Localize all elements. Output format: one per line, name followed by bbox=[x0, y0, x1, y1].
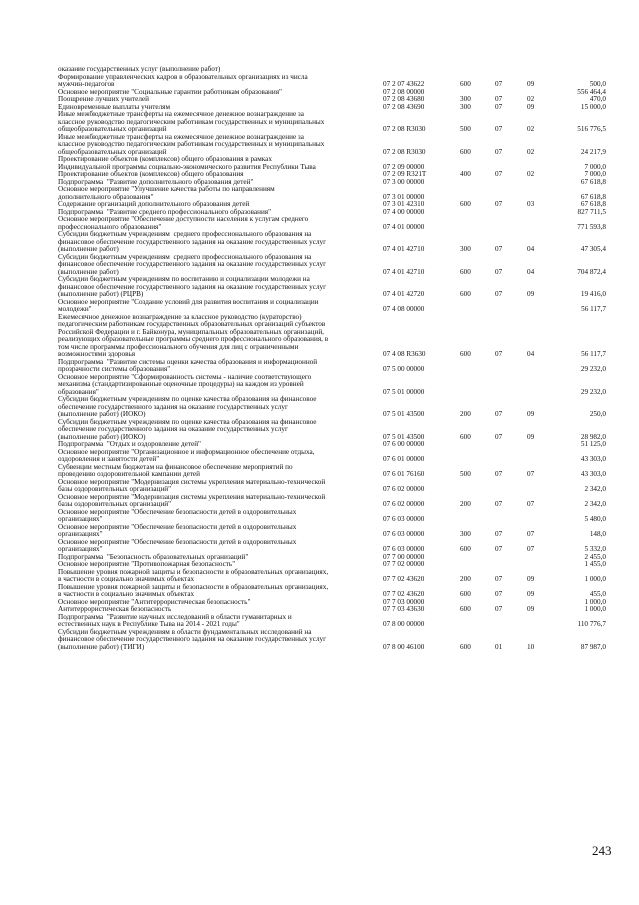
row-code: 07 4 01 00000 bbox=[383, 222, 425, 231]
row-sum: 7 000,0 bbox=[584, 162, 606, 171]
row-sum: 1 455,0 bbox=[584, 560, 606, 568]
row-sum: 110 776,7 bbox=[577, 620, 606, 628]
row-rz: 07 bbox=[495, 590, 503, 598]
row-sum: 455,0 bbox=[589, 590, 606, 598]
row-name: Субвенции местным бюджетам на финансовое обеспечение мероприятий по проведению оздоровительной кампании детей bbox=[58, 462, 293, 478]
row-code: 07 4 08 00000 bbox=[383, 305, 425, 313]
row-sum: 43 303,0 bbox=[580, 470, 606, 478]
row-code: 07 2 09 00000 bbox=[383, 162, 425, 171]
row-name: Основное мероприятие "Модернизация системы укрепления материально-технической базы оздоровительных организаций" bbox=[58, 492, 326, 508]
row-vr: 600 bbox=[460, 642, 471, 651]
row-code: 07 2 07 43622 bbox=[383, 80, 425, 88]
row-vr: 600 bbox=[460, 80, 471, 88]
row-name: Основное мероприятие "Обеспечение доступности населения к услугам среднего профессионального образования" bbox=[58, 215, 309, 231]
table-row bbox=[58, 464, 606, 479]
table-row bbox=[58, 314, 606, 359]
row-sum: 1 000,0 bbox=[584, 597, 606, 606]
row-name: Подпрограмма "Развитие среднего профессионального образования" bbox=[58, 207, 272, 216]
row-vr: 600 bbox=[460, 147, 471, 156]
row-sum: 67 618,8 bbox=[580, 200, 606, 208]
table-row bbox=[58, 419, 606, 442]
row-rz: 07 bbox=[495, 170, 503, 178]
row-code: 07 7 00 00000 bbox=[383, 552, 425, 561]
row-name: Подпрограмма "Отдых и оздоровление детей" bbox=[58, 440, 201, 448]
row-rz: 07 bbox=[495, 267, 503, 276]
row-code: 07 6 02 00000 bbox=[383, 500, 425, 508]
row-sum: 19 416,0 bbox=[580, 290, 606, 298]
table-row bbox=[58, 134, 606, 157]
row-code: 07 7 02 43620 bbox=[383, 590, 425, 598]
row-code: 07 7 02 00000 bbox=[383, 560, 425, 568]
table-row bbox=[58, 156, 606, 171]
row-pr: 07 bbox=[527, 470, 535, 478]
table-row bbox=[58, 449, 606, 464]
table-row bbox=[58, 509, 606, 524]
row-pr: 04 bbox=[527, 267, 535, 276]
row-rz: 07 bbox=[495, 125, 503, 133]
row-code: 07 6 03 00000 bbox=[383, 545, 425, 553]
table-row bbox=[58, 539, 606, 554]
row-rz: 07 bbox=[495, 102, 503, 111]
row-pr: 02 bbox=[527, 125, 535, 133]
row-code: 07 7 02 43620 bbox=[383, 575, 425, 583]
row-pr: 07 bbox=[527, 500, 535, 508]
row-sum: 556 464,4 bbox=[577, 87, 606, 96]
table-row bbox=[58, 569, 606, 584]
table-row bbox=[58, 276, 606, 299]
row-vr: 300 bbox=[460, 245, 471, 253]
row-name: Ежемесячное денежное вознаграждение за классное руководство (кураторство) педагогическим работникам государственных образовательных организаций субъектов Российской Федерации и г. Байконура, муниципальных образовательных организаций, реализующих образовательные программы среднего профессионального образования, в том числе программы профессионального обучения для лиц с ограниченными возможностями здоровья bbox=[58, 312, 329, 358]
row-rz: 07 bbox=[495, 290, 503, 298]
row-sum: 5 480,0 bbox=[584, 515, 606, 523]
row-sum: 5 332,0 bbox=[584, 545, 606, 553]
row-name: Основное мероприятие "Организационное и информационное обеспечение отдыха, оздоровления и занятости детей" bbox=[58, 447, 315, 463]
row-rz: 07 bbox=[495, 80, 503, 88]
row-rz: 07 bbox=[495, 470, 503, 478]
row-name: Повышение уровня пожарной защиты и безопасности в образовательных организациях, в частности в социально значимых объектах bbox=[58, 582, 329, 598]
row-sum: 500,0 bbox=[589, 80, 606, 88]
row-pr: 04 bbox=[527, 350, 535, 358]
row-vr: 600 bbox=[460, 350, 471, 358]
budget-table bbox=[58, 66, 606, 651]
row-rz: 07 bbox=[495, 200, 503, 208]
row-name: Основное мероприятие "Улучшение качества работы по направлениям дополнительного образования" bbox=[58, 185, 275, 201]
row-code: 07 5 01 00000 bbox=[383, 387, 425, 396]
row-rz: 07 bbox=[495, 245, 503, 253]
row-vr: 200 bbox=[460, 575, 471, 583]
table-row bbox=[58, 299, 606, 314]
row-name: Субсидии бюджетным учреждениям по оценке качества образования на финансовое обеспечение государственного задания на оказание государственных услуг (выполнение работ) (ИОКО) bbox=[58, 417, 317, 441]
row-code: 07 2 09 R321T bbox=[383, 170, 427, 178]
row-code: 07 4 01 42710 bbox=[383, 267, 425, 276]
row-name: Основное мероприятие "Социальные гарантии работникам образования" bbox=[58, 87, 282, 96]
table-row bbox=[58, 111, 606, 134]
row-name: Основное мероприятие "Обеспечение безопасности детей в оздоровительных организациях" bbox=[58, 537, 297, 553]
row-code: 07 6 01 76160 bbox=[383, 470, 425, 478]
row-pr: 09 bbox=[527, 605, 535, 613]
row-code: 07 6 03 00000 bbox=[383, 530, 425, 538]
row-name: Основное мероприятие "Создание условий для развития воспитания и социализации молодежи" bbox=[58, 297, 319, 313]
row-name: Подпрограмма "Развитие научных исследований в области гуманитарных и естественных наук в Республике Тыва на 2014 - 2021 годы" bbox=[58, 612, 292, 628]
table-row bbox=[58, 629, 606, 652]
row-pr: 09 bbox=[527, 102, 535, 111]
row-sum: 516 776,5 bbox=[577, 125, 606, 133]
row-sum: 2 455,0 bbox=[584, 552, 606, 561]
row-code: 07 2 08 00000 bbox=[383, 87, 425, 96]
row-sum: 2 342,0 bbox=[584, 500, 606, 508]
row-code: 07 5 01 43500 bbox=[383, 410, 425, 418]
row-sum: 704 872,4 bbox=[577, 267, 606, 276]
row-name: Основное мероприятие "Обеспечение безопасности детей в оздоровительных организациях" bbox=[58, 507, 297, 523]
row-vr: 300 bbox=[460, 530, 471, 538]
row-pr: 02 bbox=[527, 95, 535, 103]
row-name: Субсидии бюджетным учреждениям по воспитанию и социализации молодежи на финансовое обеспечение государственного задания на оказание государственных услуг (выполнение работ) (РЦРВ) bbox=[58, 275, 327, 298]
row-code: 07 4 01 42710 bbox=[383, 245, 425, 253]
row-sum: 43 303,0 bbox=[580, 455, 606, 463]
row-rz: 07 bbox=[495, 95, 503, 103]
row-code: 07 3 00 00000 bbox=[383, 177, 425, 186]
row-name: Подпрограмма "Развитие системы оценки качества образования и информационной прозрачности системы образования" bbox=[58, 357, 318, 373]
page-number: 243 bbox=[592, 843, 612, 858]
row-code: 07 5 01 43500 bbox=[383, 432, 425, 441]
row-code: 07 2 08 R3030 bbox=[383, 125, 426, 133]
row-sum: 29 232,0 bbox=[580, 387, 606, 396]
row-name: Субсидии бюджетным учреждениям среднего профессионального образования на финансовое обеспечение государственного задания на оказание государственных услуг (выполнение работ) bbox=[58, 230, 327, 253]
row-name: Субсидии бюджетным учреждениям в области фундаментальных исследований на финансовое обеспечение государственного задания на оказание государственных услуг (выполнение работ) (ТИГИ) bbox=[58, 627, 327, 651]
table-row bbox=[58, 216, 606, 231]
row-name: Основное мероприятие "Противопожарная безопасность" bbox=[58, 560, 236, 568]
table-row bbox=[58, 74, 606, 89]
row-sum: 250,0 bbox=[589, 410, 606, 418]
row-code: 07 8 00 00000 bbox=[383, 620, 425, 628]
row-rz: 07 bbox=[495, 350, 503, 358]
row-sum: 51 125,0 bbox=[580, 440, 606, 448]
row-rz: 07 bbox=[495, 545, 503, 553]
row-name: оказание государственных услуг (выполнение работ) bbox=[58, 65, 221, 73]
row-name: Субсидии бюджетным учреждениям по оценке качества образования на финансовое обеспечение государственного задания на оказание государственных услуг (выполнение работ) (ИОКО) bbox=[58, 395, 317, 418]
row-sum: 29 232,0 bbox=[580, 365, 606, 373]
row-pr: 02 bbox=[527, 147, 535, 156]
row-code: 07 6 01 00000 bbox=[383, 455, 425, 463]
row-sum: 148,0 bbox=[589, 530, 606, 538]
row-rz: 07 bbox=[495, 530, 503, 538]
row-pr: 04 bbox=[527, 245, 535, 253]
row-vr: 600 bbox=[460, 590, 471, 598]
table-row bbox=[58, 614, 606, 629]
row-pr: 09 bbox=[527, 80, 535, 88]
row-code: 07 5 00 00000 bbox=[383, 365, 425, 373]
row-vr: 200 bbox=[460, 500, 471, 508]
row-name: Единовременные выплаты учителям bbox=[58, 102, 171, 111]
row-vr: 600 bbox=[460, 432, 471, 441]
table-row bbox=[58, 186, 606, 201]
row-name: Основное мероприятие "Сформированность системы - наличие соответствующего механизма (стандартизированные оценочные процедуры) на каждом из уровней образования" bbox=[58, 372, 312, 396]
row-pr: 09 bbox=[527, 410, 535, 418]
row-code: 07 3 01 42310 bbox=[383, 200, 425, 208]
row-vr: 600 bbox=[460, 200, 471, 208]
row-name: Поощрение лучших учителей bbox=[58, 95, 149, 103]
row-code: 07 6 00 00000 bbox=[383, 440, 425, 448]
row-sum: 771 593,8 bbox=[577, 222, 606, 231]
table-row bbox=[58, 584, 606, 599]
table-row bbox=[58, 231, 606, 254]
table-row bbox=[58, 374, 606, 397]
row-name: Подпрограмма "Безопасность образовательных организаций" bbox=[58, 552, 249, 561]
row-vr: 600 bbox=[460, 290, 471, 298]
row-vr: 500 bbox=[460, 470, 471, 478]
row-sum: 827 711,5 bbox=[577, 207, 606, 216]
table-row bbox=[58, 524, 606, 539]
row-sum: 56 117,7 bbox=[581, 305, 606, 313]
table-row bbox=[58, 254, 606, 277]
row-code: 07 4 00 00000 bbox=[383, 207, 425, 216]
row-sum: 24 217,9 bbox=[580, 147, 606, 156]
row-pr: 02 bbox=[527, 170, 535, 178]
row-code: 07 6 02 00000 bbox=[383, 485, 425, 493]
row-sum: 47 305,4 bbox=[580, 245, 606, 253]
row-pr: 09 bbox=[527, 290, 535, 298]
row-code: 07 2 08 43690 bbox=[383, 102, 425, 111]
row-sum: 470,0 bbox=[589, 95, 606, 103]
row-sum: 28 982,0 bbox=[580, 432, 606, 441]
row-code: 07 3 01 00000 bbox=[383, 192, 425, 201]
row-name: Основное мероприятие "Обеспечение безопасности детей в оздоровительных организациях" bbox=[58, 522, 297, 538]
row-sum: 67 618,8 bbox=[580, 192, 606, 201]
table-row bbox=[58, 396, 606, 419]
row-name: Основное мероприятие "Антитеррористическая безопасность" bbox=[58, 597, 251, 606]
row-sum: 67 618,8 bbox=[580, 177, 606, 186]
row-vr: 600 bbox=[460, 545, 471, 553]
row-sum: 15 000,0 bbox=[580, 102, 606, 111]
row-code: 07 4 08 R3630 bbox=[383, 350, 426, 358]
row-rz: 07 bbox=[495, 432, 503, 441]
row-code: 07 8 00 46100 bbox=[383, 642, 425, 651]
row-pr: 09 bbox=[527, 432, 535, 441]
row-name: Субсидии бюджетным учреждениям среднего профессионального образования на финансовое обеспечение государственного задания на оказание государственных услуг (выполнение работ) bbox=[58, 252, 327, 276]
row-sum: 1 000,0 bbox=[584, 605, 606, 613]
row-code: 07 6 03 00000 bbox=[383, 515, 425, 523]
row-name: Иные межбюджетные трансферты на ежемесячное денежное вознаграждение за классное руководство педагогическим работникам государственных и муниципальных общеобразовательных организаций bbox=[58, 110, 325, 133]
row-name: Антитеррористическая безопасность bbox=[58, 605, 172, 613]
row-code: 07 7 03 43630 bbox=[383, 605, 425, 613]
table-row bbox=[58, 359, 606, 374]
row-name: Повышение уровня пожарной защиты и безопасности в образовательных организациях, в частности в социально значимых объектах bbox=[58, 567, 329, 583]
row-name: Проектирование объектов (комплексов) общего образования bbox=[58, 170, 244, 178]
row-pr: 07 bbox=[527, 545, 535, 553]
row-sum: 56 117,7 bbox=[581, 350, 606, 358]
row-vr: 600 bbox=[460, 605, 471, 613]
row-sum: 2 342,0 bbox=[584, 485, 606, 493]
row-rz: 07 bbox=[495, 605, 503, 613]
row-rz: 07 bbox=[495, 147, 503, 156]
row-sum: 87 987,0 bbox=[580, 642, 606, 651]
row-vr: 400 bbox=[460, 170, 471, 178]
row-vr: 300 bbox=[460, 95, 471, 103]
row-rz: 07 bbox=[495, 500, 503, 508]
row-sum: 7 000,0 bbox=[584, 170, 606, 178]
row-name: Содержание организаций дополнительного образования детей bbox=[58, 200, 250, 208]
row-name: Основное мероприятие "Модернизация системы укрепления материально-технической базы оздоровительных организаций" bbox=[58, 477, 326, 493]
row-code: 07 2 08 43680 bbox=[383, 95, 425, 103]
row-pr: 10 bbox=[527, 642, 535, 651]
row-pr: 07 bbox=[527, 530, 535, 538]
row-code: 07 2 08 R3030 bbox=[383, 147, 426, 156]
row-pr: 03 bbox=[527, 200, 535, 208]
row-name: Подпрограмма "Развитие дополнительного образования детей" bbox=[58, 177, 254, 186]
table-row bbox=[58, 494, 606, 509]
row-vr: 200 bbox=[460, 410, 471, 418]
row-sum: 1 000,0 bbox=[584, 575, 606, 583]
row-pr: 09 bbox=[527, 575, 535, 583]
row-name: Иные межбюджетные трансферты на ежемесячное денежное вознаграждение за классное руководство педагогическим работникам государственных и муниципальных общеобразовательных организаций bbox=[58, 132, 325, 156]
row-name: Формирование управленческих кадров в образовательных организациях из числа мужчин-педагогов bbox=[58, 72, 308, 88]
row-code: 07 4 01 42720 bbox=[383, 290, 425, 298]
row-pr: 09 bbox=[527, 590, 535, 598]
table-row bbox=[58, 479, 606, 494]
row-rz: 01 bbox=[495, 642, 503, 651]
row-name: Проектирование объектов (комплексов) общего образования в рамках Индивидуальной программы социально-экономического развития Республики Тыва bbox=[58, 155, 316, 171]
row-code: 07 7 03 00000 bbox=[383, 597, 425, 606]
row-vr: 500 bbox=[460, 125, 471, 133]
row-rz: 07 bbox=[495, 575, 503, 583]
row-vr: 600 bbox=[460, 267, 471, 276]
row-rz: 07 bbox=[495, 410, 503, 418]
row-vr: 300 bbox=[460, 102, 471, 111]
